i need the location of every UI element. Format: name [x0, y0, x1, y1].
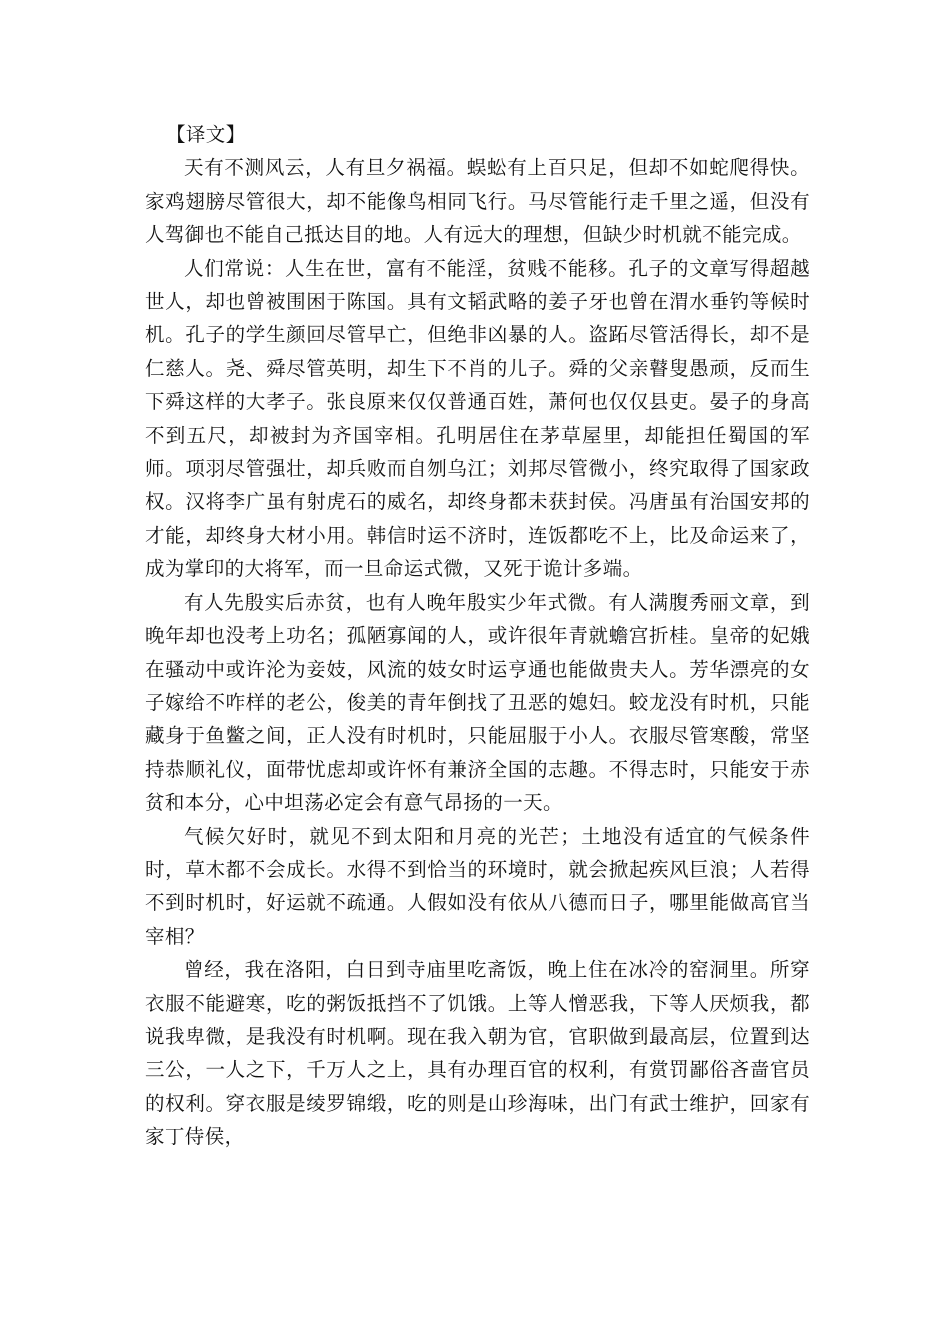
- document-body: [145, 118, 810, 1154]
- paragraph-1: 天有不测风云，人有旦夕祸福。蜈蚣有上百只足，但却不如蛇爬得快。家鸡翅膀尽管很大，却不能像鸟相同飞行。马尽管能行走千里之遥，但没有人驾御也不能自己抵达目的地。人有远大的理想，但缺少时机就不能完成。: [145, 156, 810, 247]
- section-heading: 【译文】: [166, 123, 246, 146]
- paragraph-5: 曾经，我在洛阳，白日到寺庙里吃斋饭，晚上住在冰冷的窑洞里。所穿衣服不能避寒，吃的粥饭抵挡不了饥饿。上等人憎恶我，下等人厌烦我，都说我卑微，是我没有时机啊。现在我入朝为官，官职做到最高层，位置到达三公，一人之下，千万人之上，具有办理百官的权利，有赏罚鄙俗吝啬官员的权利。穿衣服是绫罗锦缎，吃的则是山珍海味，出门有武士维护，回家有家丁侍侯，: [145, 958, 810, 1149]
- paragraph-2: 人们常说：人生在世，富有不能淫，贫贱不能移。孔子的文章写得超越世人，却也曾被围困于陈国。具有文韬武略的姜子牙也曾在渭水垂钓等候时机。孔子的学生颜回尽管早亡，但绝非凶暴的人。盗跖尽管活得长，却不是仁慈人。尧、舜尽管英明，却生下不肖的儿子。舜的父亲瞽叟愚顽，反而生下舜这样的大孝子。张良原来仅仅普通百姓，萧何也仅仅县吏。晏子的身高不到五尺，却被封为齐国宰相。孔明居住在茅草屋里，却能担任蜀国的军师。项羽尽管强壮，却兵败而自刎乌江；刘邦尽管微小，终究取得了国家政权。汉将李广虽有射虎石的威名，却终身都未获封侯。冯唐虽有治国安邦的才能，却终身大材小用。韩信时运不济时，连饭都吃不上，比及命运来了，成为掌印的大将军，而一旦命运式微，又死于诡计多端。: [145, 256, 810, 581]
- paragraph-3: 有人先殷实后赤贫，也有人晚年殷实少年式微。有人满腹秀丽文章，到晚年却也没考上功名；孤陋寡闻的人，或许很年青就蟾宫折桂。皇帝的妃娥在骚动中或许沦为妾妓，风流的妓女时运亨通也能做贵夫人。芳华漂亮的女子嫁给不咋样的老公，俊美的青年倒找了丑恶的媳妇。蛟龙没有时机，只能藏身于鱼鳖之间，正人没有时机时，只能屈服于小人。衣服尽管寒酸，常坚持恭顺礼仪，面带忧虑却或许怀有兼济全国的志趣。不得志时，只能安于赤贫和本分，心中坦荡必定会有意气昂扬的一天。: [145, 590, 810, 815]
- paragraph-4: 气候欠好时，就见不到太阳和月亮的光芒；土地没有适宜的气候条件时，草木都不会成长。水得不到恰当的环境时，就会掀起疾风巨浪；人若得不到时机时，好运就不疏通。人假如没有依从八德而日子，哪里能做高官当宰相？: [145, 824, 810, 948]
